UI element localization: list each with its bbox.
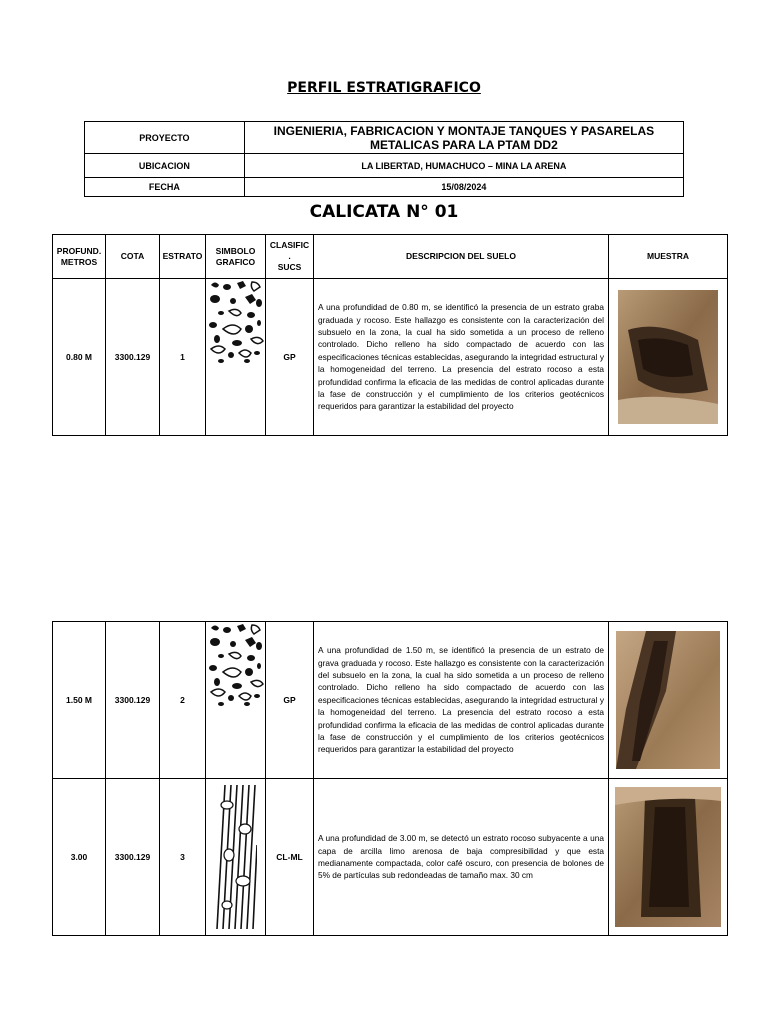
table-row <box>53 779 728 936</box>
row-cota: 3300.129 <box>106 622 160 779</box>
fecha-value: 15/08/2024 <box>244 178 683 197</box>
row-profund: 1.50 M <box>53 622 106 779</box>
row-estrato: 2 <box>160 622 206 779</box>
soil-table-2 <box>52 621 728 936</box>
row-descripcion: A una profundidad de 3.00 m, se detectó un estrato rocoso subyacente a una capa de arcilla limo arenosa de baja compresibilidad y que esta medianamente compactada, color café oscuro, con presencia de bolones de 5% de partículas sub redondeadas de tamaño max. 30 cm <box>314 779 609 936</box>
proyecto-value: INGENIERIA, FABRICACION Y MONTAJE TANQUES Y PASARELAS METALICAS PARA LA PTAM DD2 <box>244 122 683 154</box>
row-descripcion: A una profundidad de 1.50 m, se identificó la presencia de un estrato de grava graduada y rocoso. Este hallazgo es consistente con la caracterización del subsuelo en la zona, la cual ha sido sometida a un proceso de relleno controlado. Dicho relleno ha sido compactado de acuerdo con las especificaciones técnicas establecidas, asegurando la integridad estructural y la homogeneidad del terreno. La presencia del estrato rocoso a esta profundidad confirma la eficacia de las medidas de control aplicadas durante la fase de construcción y el cumplimiento de los criterios geotécnicos requeridos para garantizar la estabilidad del proyecto <box>314 622 609 779</box>
row-profund: 0.80 M <box>53 279 106 436</box>
ubicacion-label: UBICACION <box>85 154 245 178</box>
gravel-symbol <box>206 279 266 436</box>
table-row <box>53 622 728 779</box>
project-info-table <box>84 121 684 197</box>
table-row <box>53 279 728 436</box>
proyecto-label: PROYECTO <box>85 122 245 154</box>
row-cota: 3300.129 <box>106 279 160 436</box>
col-cota: COTA <box>106 235 160 279</box>
col-estrato: ESTRATO <box>160 235 206 279</box>
col-descripcion: DESCRIPCION DEL SUELO <box>314 235 609 279</box>
row-descripcion: A una profundidad de 0.80 m, se identificó la presencia de un estrato graba graduada y rocoso. Este hallazgo es consistente con la caracterización del subsuelo en la zona, la cual ha sido sometida a un proceso de relleno controlado. Dicho relleno ha sido compactado de acuerdo con las especificaciones técnicas establecidas, asegurando la integridad estructural y la homogeneidad del terreno. La presencia del estrato rocoso a esta profundidad confirma la eficacia de las medidas de control aplicadas durante la fase de construcción y el cumplimiento de los criterios geotécnicos requeridos para garantizar la estabilidad del proyecto <box>314 279 609 436</box>
soil-table-1 <box>52 234 728 436</box>
ubicacion-value: LA LIBERTAD, HUMACHUCO – MINA LA ARENA <box>244 154 683 178</box>
calicata-title: CALICATA N° 01 <box>309 202 459 222</box>
row-estrato: 1 <box>160 279 206 436</box>
gravel-symbol <box>206 622 266 779</box>
row-profund: 3.00 <box>53 779 106 936</box>
row-estrato: 3 <box>160 779 206 936</box>
sample-photo-3 <box>609 779 728 936</box>
sample-photo-2 <box>609 622 728 779</box>
col-profund: PROFUND. METROS <box>53 235 106 279</box>
row-cota: 3300.129 <box>106 779 160 936</box>
row-sucs: GP <box>266 622 314 779</box>
clay-symbol <box>206 779 266 936</box>
fecha-label: FECHA <box>85 178 245 197</box>
col-clasific: CLASIFIC . SUCS <box>266 235 314 279</box>
row-sucs: CL-ML <box>266 779 314 936</box>
col-muestra: MUESTRA <box>609 235 728 279</box>
page-title: PERFIL ESTRATIGRAFICO <box>287 80 481 96</box>
sample-photo-1 <box>609 279 728 436</box>
row-sucs: GP <box>266 279 314 436</box>
col-simbolo: SIMBOLO GRAFICO <box>206 235 266 279</box>
